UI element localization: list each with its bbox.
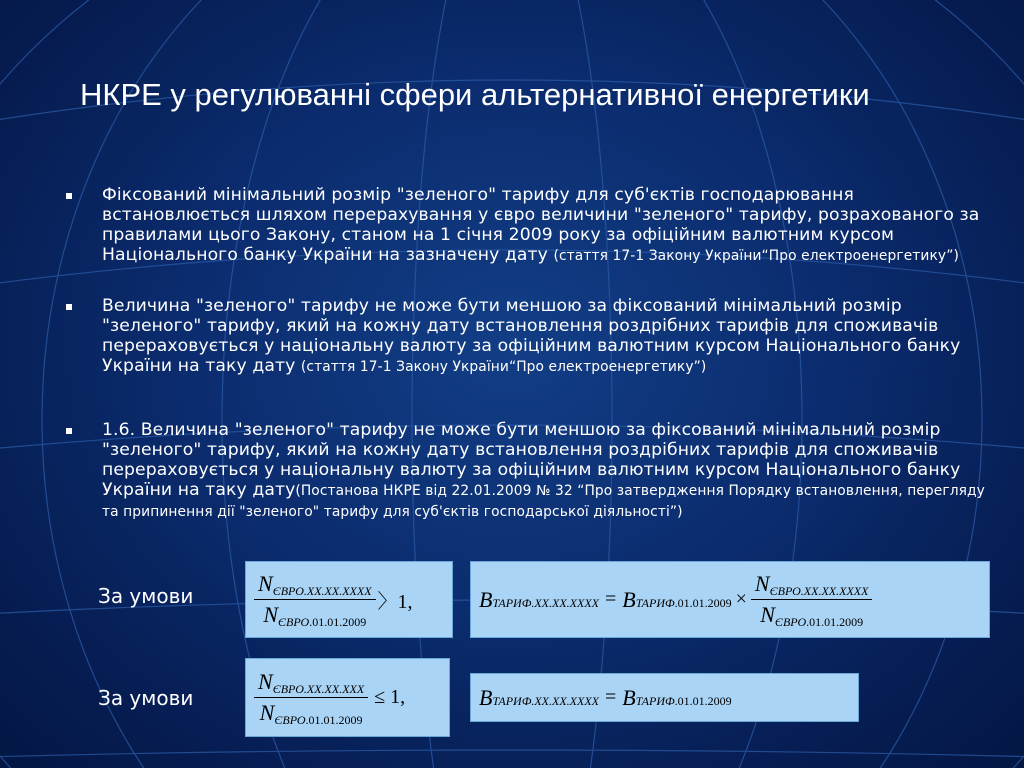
formula-relation: 〉1, — [377, 591, 413, 613]
bullet-reference: (стаття 17-1 Закону України“Про електроенергетику”) — [553, 248, 959, 264]
bullet-text: 1.6. Величина "зеленого" тарифу не може бути меншою за фіксований мінімальний розмір "зеленого" тарифу, який на кожну дату встановлення роздрібних тарифів для споживачів перераховується у національну валюту за офіційним валютним курсом Національного банку України на таку дату — [102, 420, 961, 500]
formula-fraction: $\frac{N_{ЄВРО.XX.XX.XXXX}}{N_{ЄВРО.01.01.2009}}$ — [254, 571, 376, 628]
bullet-marker — [66, 428, 72, 434]
slide-title: НКРЕ у регулюванні сфери альтернативної енергетики — [80, 77, 870, 112]
formula-relation: ≤ 1, — [374, 686, 406, 708]
formula-tariff-recalculation: B ТАРИФ.XX.XX.XXXX = B ТАРИФ .01.01.2009 × $\frac{N_{ЄВРО.XX.XX.XXXX}}{N_{ЄВРО.01.01.2009}}$ — [470, 561, 990, 638]
formula-fraction: $\frac{N_{ЄВРО.XX.XX.XXX}}{N_{ЄВРО.01.01.2009}}$ — [254, 669, 368, 726]
condition-label: За умови — [98, 686, 194, 710]
bullet-text: Величина "зеленого" тарифу не може бути меншою за фіксований мінімальний розмір "зеленого" тарифу, який на кожну дату встановлення роздрібних тарифів для споживачів перераховується у національну валюту за офіційним валютним курсом Національного банку України на таку дату — [102, 296, 961, 376]
bullet-marker — [66, 193, 72, 199]
formula-fraction: $\frac{N_{ЄВРО.XX.XX.XXXX}}{N_{ЄВРО.01.01.2009}}$ — [751, 571, 873, 628]
formula-ratio-condition — [245, 561, 453, 638]
bullet-marker — [66, 304, 72, 310]
bullet-reference: (стаття 17-1 Закону України“Про електроенергетику”) — [300, 359, 707, 375]
bullet-item — [60, 185, 1005, 266]
formula-tariff-equal: B ТАРИФ.XX.XX.XXXX = B ТАРИФ .01.01.2009 — [470, 673, 859, 722]
bullet-item — [60, 420, 1005, 522]
bullet-text: Фіксований мінімальний розмір "зеленого" тарифу для суб'єктів господарювання встановлюється шляхом перерахування у євро величини "зеленого" тарифу, розрахованого за правилами цього Закону, станом на 1 січня 2009 року за офіційним валютним курсом Національного банку України на зазначену дату — [102, 185, 980, 265]
bullet-item — [60, 296, 1005, 377]
formula-ratio-condition — [245, 658, 450, 737]
condition-label: За умови — [98, 584, 194, 608]
bullet-reference: (Постанова НКРЕ від 22.01.2009 № 32 “Про затвердження Порядку встановлення, перегляду та припинення дії "зеленого" тарифу для суб'єктів господарської діяльності”) — [102, 483, 985, 520]
